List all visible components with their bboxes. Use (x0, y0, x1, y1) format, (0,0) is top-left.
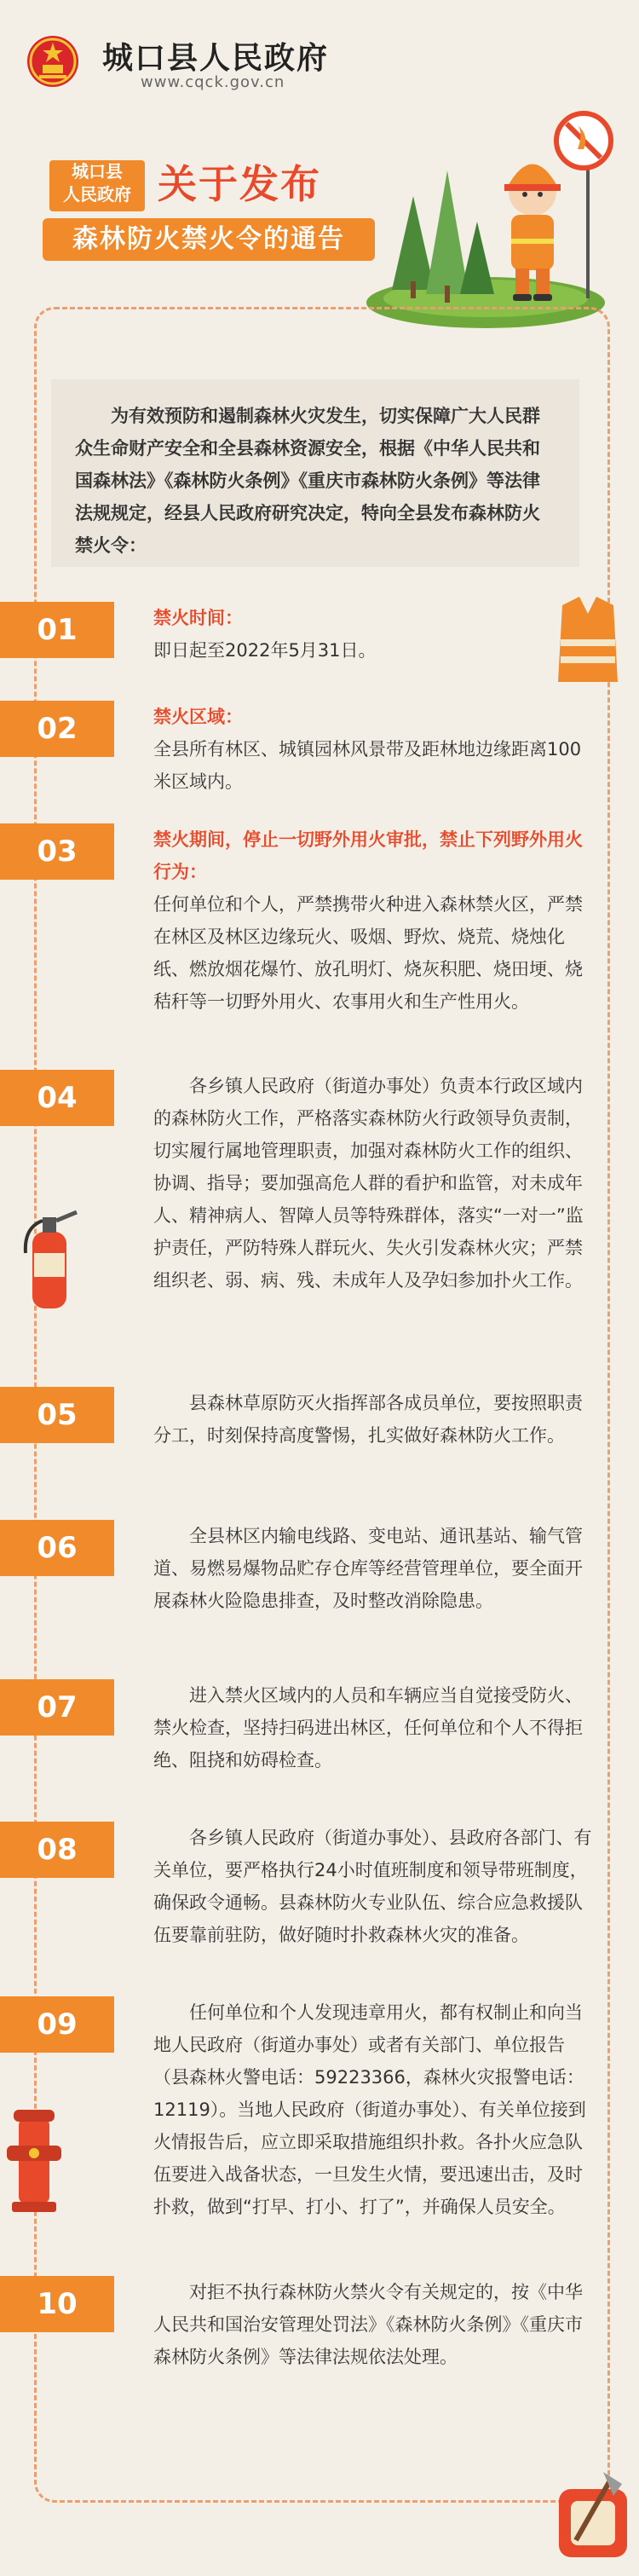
site-url: www.cqck.gov.cn (141, 73, 285, 91)
site-name: 城口县人民政府 (102, 41, 330, 76)
section-08 (153, 1822, 592, 1951)
section-number-04: 04 (0, 1070, 114, 1126)
section-body: 任何单位和个人，严禁携带火种进入森林禁火区，严禁在林区及林区边缘玩火、吸烟、野炊、烧荒、烧烛化纸、燃放烟花爆竹、放孔明灯、烧灰积肥、烧田埂、烧秸秆等一切野外用火、农事用火和生产性用火。 (153, 894, 583, 1012)
section-09 (153, 1996, 592, 2223)
page-title: 关于发布 (158, 161, 321, 207)
section-07 (153, 1679, 592, 1776)
section-10 (153, 2276, 592, 2373)
section-body: 全县所有林区、城镇园林风景带及距林地边缘距离100米区域内。 (153, 739, 582, 792)
section-04 (153, 1070, 592, 1297)
section-01 (153, 602, 592, 667)
section-body: 各乡镇人民政府（街道办事处）、县政府各部门、有关单位，要严格执行24小时值班制度和领导带班制度，确保政令通畅。县森林防火专业队伍、综合应急救援队伍要靠前驻防，做好随时扑救森林火灾的准备。 (153, 1828, 592, 1945)
section-number-05: 05 (0, 1387, 114, 1443)
section-body: 全县林区内输电线路、变电站、通讯基站、输气管道、易燃易爆物品贮存仓库等经营管理单位，要全面开展森林火险隐患排查，及时整改消除隐患。 (153, 1526, 583, 1611)
section-number-01: 01 (0, 602, 114, 658)
section-heading: 禁火区域： (153, 707, 243, 727)
header (0, 0, 639, 119)
section-body: 各乡镇人民政府（街道办事处）负责本行政区域内的森林防火工作，严格落实森林防火行政领导负责制，切实履行属地管理职责，加强对森林防火工作的组织、协调、指导；要加强高危人群的看护和监管，对未成年人、精神病人、智障人员等特殊群体，落实“一对一”监护责任，严防特殊人群玩火、失火引发森林火灾；严禁组织老、弱、病、残、未成年人及孕妇参加扑火工作。 (153, 1076, 584, 1291)
section-number-07: 07 (0, 1679, 114, 1736)
page-subtitle: 森林防火禁火令的通告 (43, 218, 375, 261)
fire-extinguisher-icon (15, 1202, 83, 1313)
section-number-03: 03 (0, 823, 114, 880)
section-03 (153, 823, 592, 1018)
section-number-08: 08 (0, 1822, 114, 1878)
section-body: 任何单位和个人发现违章用火，都有权制止和向当地人民政府（街道办事处）或者有关部门、单位报告（县森林火警电话：59223366，森林火灾报警电话：12119）。当地人民政府（街道办事处）、有关单位接到火情报告后，应立即采取措施组织扑救。各扑火应急队伍要进入战备状态，一旦发生火情，要迅速出击，及时扑救，做到“打早、打小、打了”，并确保人员安全。 (153, 2002, 586, 2217)
section-06 (153, 1520, 592, 1617)
intro-text: 为有效预防和遏制森林火灾发生，切实保障广大人民群众生命财产安全和全县森林资源安全，根据《中华人民共和国森林法》《森林防火条例》《重庆市森林防火条例》等法律法规规定，经县人民政府研究决定，特向全县发布森林防火禁火令： (75, 406, 540, 556)
section-heading: 禁火期间，停止一切野外用火审批，禁止下列野外用火行为： (153, 829, 583, 882)
firefighter-illustration (358, 102, 613, 332)
section-body: 对拒不执行森林防火禁火令有关规定的，按《中华人民共和国治安管理处罚法》《森林防火条例》《重庆市森林防火条例》等法律法规依法处理。 (153, 2282, 583, 2367)
badge-line2: 人民政府 (63, 184, 131, 205)
section-number-09: 09 (0, 1996, 114, 2053)
title-badge (49, 160, 145, 211)
section-number-02: 02 (0, 701, 114, 757)
section-number-06: 06 (0, 1520, 114, 1576)
section-body: 县森林草原防灭火指挥部各成员单位，要按照职责分工，时刻保持高度警惕，扎实做好森林防火工作。 (153, 1393, 583, 1446)
section-05 (153, 1387, 592, 1452)
section-heading: 禁火时间： (153, 608, 243, 628)
section-body: 进入禁火区域内的人员和车辆应当自觉接受防火、禁火检查，坚持扫码进出林区，任何单位和个人不得拒绝、阻挠和妨碍检查。 (153, 1685, 583, 1770)
national-emblem-icon (26, 34, 80, 89)
fire-axe-icon (550, 2455, 632, 2566)
badge-line1: 城口县 (72, 161, 123, 182)
fire-hydrant-icon (0, 2093, 68, 2221)
section-number-10: 10 (0, 2276, 114, 2332)
safety-vest-icon (554, 597, 622, 690)
intro-box (51, 379, 579, 567)
section-body: 即日起至2022年5月31日。 (153, 640, 377, 661)
section-02 (153, 701, 592, 798)
